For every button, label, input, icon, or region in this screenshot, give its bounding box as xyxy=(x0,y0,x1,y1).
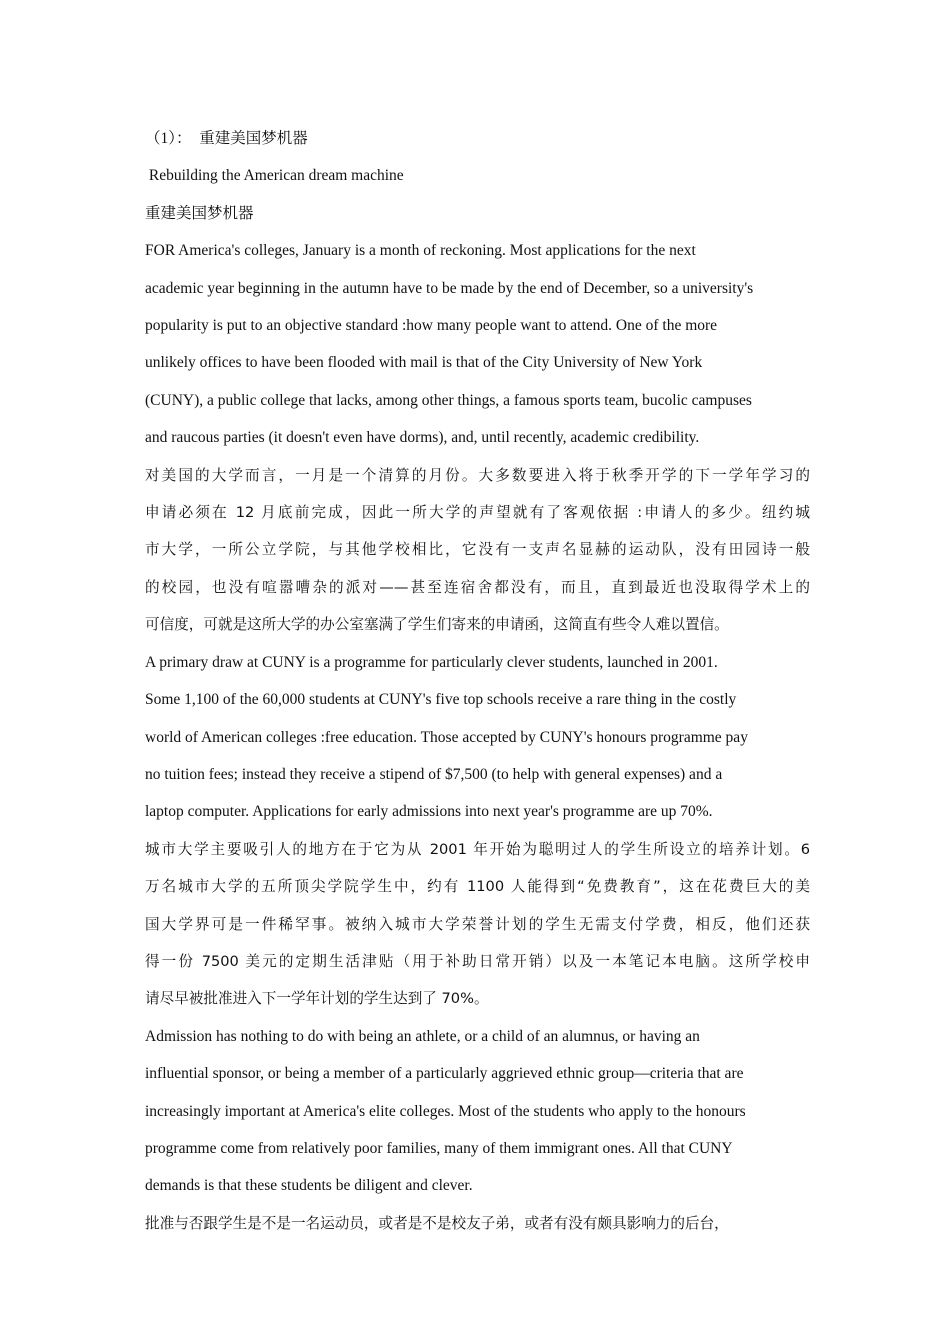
paragraph-line: 万名城市大学的五所顶尖学院学生中，约有 1100 人能得到“免费教育”，这在花费巨大的美 xyxy=(145,878,810,896)
document-body xyxy=(145,120,810,1242)
english-paragraph xyxy=(145,644,810,831)
paragraph-line: 得一份 7500 美元的定期生活津贴（用于补助日常开销）以及一本笔记本电脑。这所学校申 xyxy=(145,952,810,970)
paragraph-line: increasingly important at America's elite colleges. Most of the students who apply to the honours xyxy=(145,1102,746,1120)
paragraph-line: 请尽早被批准进入下一学年计划的学生达到了 70%。 xyxy=(145,990,489,1008)
chinese-paragraph xyxy=(145,831,810,1018)
paragraph-line: 批准与否跟学生是不是一名运动员，或者是不是校友子弟，或者有没有颇具影响力的后台， xyxy=(145,1214,729,1232)
article-paragraphs xyxy=(145,232,810,1242)
paragraph-line: popularity is put to an objective standard :how many people want to attend. One of the more xyxy=(145,317,718,335)
section-title-chinese: 重建美国梦机器 xyxy=(199,130,308,147)
paragraph-line: A primary draw at CUNY is a programme for particularly clever students, launched in 2001. xyxy=(145,653,718,671)
chinese-paragraph xyxy=(145,1205,810,1242)
paragraph-line: programme come from relatively poor families, many of them immigrant ones. All that CUNY xyxy=(145,1139,733,1157)
paragraph-line: 申请必须在 12 月底前完成，因此一所大学的声望就有了客观依据 :申请人的多少。纽约城 xyxy=(145,504,810,522)
english-paragraph xyxy=(145,232,810,456)
paragraph-line: 对美国的大学而言，一月是一个清算的月份。大多数要进入将于秋季开学的下一学年学习的 xyxy=(145,466,810,484)
paragraph-line: 城市大学主要吸引人的地方在于它为从 2001 年开始为聪明过人的学生所设立的培养计划。6 xyxy=(145,840,810,858)
paragraph-line: FOR America's colleges, January is a month of reckoning. Most applications for the next xyxy=(145,242,696,260)
paragraph-line: unlikely offices to have been flooded with mail is that of the City University of New York xyxy=(145,354,703,372)
paragraph-line: (CUNY), a public college that lacks, among other things, a famous sports team, bucolic campuses xyxy=(145,391,752,409)
chinese-paragraph xyxy=(145,457,810,644)
paragraph-line: Admission has nothing to do with being an athlete, or a child of an alumnus, or having an xyxy=(145,1027,700,1045)
chinese-title: 重建美国梦机器 xyxy=(145,204,254,222)
section-number: （1）： xyxy=(145,130,192,147)
paragraph-line: and raucous parties (it doesn't even have dorms), and, until recently, academic credibility. xyxy=(145,429,700,447)
paragraph-line: world of American colleges :free education. Those accepted by CUNY's honours programme pay xyxy=(145,728,748,746)
english-paragraph xyxy=(145,1018,810,1205)
paragraph-line: 国大学界可是一件稀罕事。被纳入城市大学荣誉计划的学生无需支付学费，相反，他们还获 xyxy=(145,915,810,933)
section-heading xyxy=(145,120,810,157)
paragraph-line: 的校园，也没有喧嚣嘈杂的派对——甚至连宿舍都没有，而且，直到最近也没取得学术上的 xyxy=(145,578,810,596)
paragraph-line: influential sponsor, or being a member of a particularly aggrieved ethnic group—criteria that are xyxy=(145,1065,744,1083)
english-title: Rebuilding the American dream machine xyxy=(145,167,404,185)
paragraph-line: laptop computer. Applications for early admissions into next year's programme are up 70%. xyxy=(145,803,713,821)
paragraph-line: academic year beginning in the autumn have to be made by the end of December, so a university's xyxy=(145,279,754,297)
paragraph-line: demands is that these students be diligent and clever. xyxy=(145,1177,473,1195)
paragraph-line: no tuition fees; instead they receive a stipend of $7,500 (to help with general expenses) and a xyxy=(145,765,723,783)
paragraph-line: Some 1,100 of the 60,000 students at CUNY's five top schools receive a rare thing in the costly xyxy=(145,691,737,709)
paragraph-line: 可信度，可就是这所大学的办公室塞满了学生们寄来的申请函，这简直有些令人难以置信。 xyxy=(145,616,729,634)
paragraph-line: 市大学，一所公立学院，与其他学校相比，它没有一支声名显赫的运动队，没有田园诗一般 xyxy=(145,541,810,559)
